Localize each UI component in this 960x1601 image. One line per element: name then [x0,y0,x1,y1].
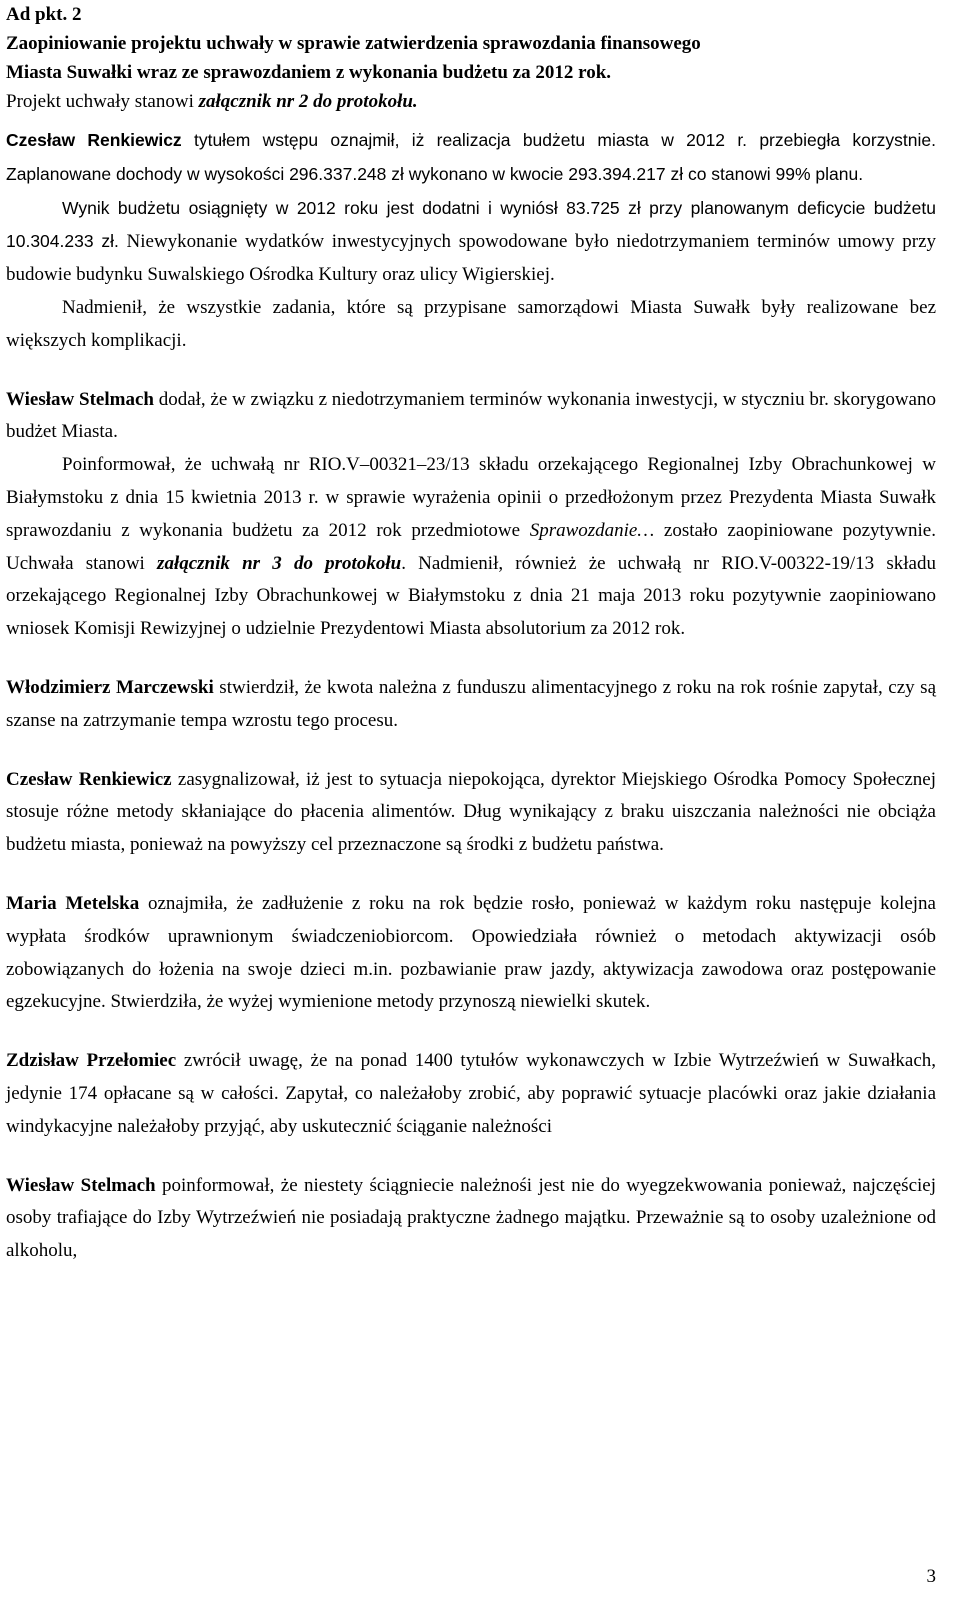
section-metelska [6,888,936,1019]
attachment-prefix: Projekt uchwały stanowi [6,91,199,112]
section-marczewski [6,672,936,738]
paragraph [6,124,936,192]
page-number: 3 [926,1566,936,1587]
paragraph [6,1170,936,1268]
speaker-name: Zdzisław Przełomiec [6,1050,177,1072]
header-block [6,0,936,116]
paragraph-text: zwrócił uwagę, że na ponad 1400 tytułów wykonawczych w Izbie Wytrzeźwień w Suwałkach, jedynie 174 opłacane są w całości. Zapytał, co należałoby zrobić, aby poprawić sytuacje placówki oraz jakie działania windykacyjne należałoby przyjąć, aby uskutecznić ściąganie należności [6,1050,936,1137]
title-line-1: Zaopiniowanie projektu uchwały w sprawie zatwierdzenia sprawozdania finansowego [6,33,701,54]
paragraph [6,384,936,450]
section-stelmach-1 [6,384,936,646]
paragraph: Nadmienił, że wszystkie zadania, które są przypisane samorządowi Miasta Suwałk były realizowane bez większych komplikacji. [6,296,936,351]
paragraph-text: oznajmiła, że zadłużenie z roku na rok będzie rosło, ponieważ w każdym roku następuje kolejna wypłata środków uprawnionym świadczeniobiorcom. Opowiedziała również o metodach aktywizacji osób zobowiązanych do łożenia na swoje dzieci m.in. pozbawianie praw jazdy, aktywizacja zawodowa oraz postępowanie egzekucyjne. Stwierdziła, że wyżej wymienione metody przynoszą niewielki skutek. [6,892,936,1013]
paragraph [6,1045,936,1143]
attachment-reference: załącznik nr 2 do protokołu. [198,91,418,112]
paragraph-text: zostało zaopiniowane pozytywnie. Uchwała stanowi [6,519,936,574]
paragraph-text: zasygnalizował, iż jest to sytuacja niepokojąca, dyrektor Miejskiego Ośrodka Pomocy Społecznej stosuje różne metody skłaniające do płacenia alimentów. Dług wynikający z braku uiszczania należności nie obciąża budżetu miasta, ponieważ na powyższy cel przeznaczone są środki z budżetu państwa. [6,768,936,856]
paragraph-text: Niewykonanie wydatków inwestycyjnych spowodowane było niedotrzymaniem terminów umowy przy budowie budynku Suwalskiego Ośrodka Kultury oraz ulicy Wigierskiej. [6,231,936,286]
document-page [6,0,936,1268]
paragraph-text: Poinformował, że uchwałą nr RIO.V–00321–23/13 składu orzekającego Regionalnej Izby Obrachunkowej w Białymstoku z dnia 15 kwietnia 2013 r. w sprawie wyrażenia opinii o przedłożonym przez Prezydenta Miasta Suwałk sprawozdaniu z wykonania budżetu za 2012 rok przedmiotowe [6,454,936,541]
speaker-name: Czesław Renkiewicz [6,130,182,150]
attachment-reference: załącznik nr 3 do protokołu [157,552,402,574]
attachment-note [6,87,936,116]
title-line-2: Miasta Suwałki wraz ze sprawozdaniem z wykonania budżetu za 2012 rok. [6,62,612,83]
paragraph-text: tytułem wstępu oznajmił, iż realizacja budżetu miasta w 2012 r. przebiegła korzystnie. Zaplanowane dochody w wysokości 296.337.248 zł wykonano w kwocie 293.394.217 zł co stanowi 99% planu. [6,130,936,184]
speaker-name: Czesław Renkiewicz [6,768,172,790]
paragraph-text: . Nadmienił, również że uchwałą nr RIO.V-00322-19/13 składu orzekającego Regionalnej Izby Obrachunkowej w Białymstoku z dnia 21 maja 2013 roku pozytywnie zaopiniowano wniosek Komisji Rewizyjnej o udzielnie Prezydentowi Miasta absolutorium za 2012 rok. [6,552,936,640]
paragraph-text: Wynik budżetu osiągnięty w 2012 roku jest dodatni i wyniósł 83.725 zł przy planowanym deficycie budżetu 10.304.233 zł. [6,197,936,252]
italic-reference: Sprawozdanie… [529,519,655,541]
paragraph [6,192,936,292]
section-renkiewicz-1 [6,124,936,358]
paragraph [6,672,936,738]
section-stelmach-2 [6,1170,936,1268]
paragraph-text: stwierdził, że kwota należna z funduszu alimentacyjnego z roku na rok rośnie zapytał, czy są szanse na zatrzymanie tempa wzrostu tego procesu. [6,676,937,731]
paragraph-text: poinformował, że niestety ściągniecie należnośi jest nie do wyegzekwowania ponieważ, najczęściej osoby trafiające do Izby Wytrzeźwień nie posiadają praktyczne żadnego majątku. Przeważnie są to osoby uzależnione od alkoholu, [6,1174,936,1262]
speaker-name: Maria Metelska [6,892,140,914]
paragraph [6,888,936,1019]
speaker-name: Wiesław Stelmach [6,1174,156,1196]
speaker-name: Wiesław Stelmach [6,388,154,410]
section-przelomiec [6,1045,936,1143]
agenda-point: Ad pkt. 2 [6,4,82,25]
paragraph [6,764,936,862]
paragraph-text: dodał, że w związku z niedotrzymaniem terminów wykonania inwestycji, w styczniu br. skorygowano budżet Miasta. [6,388,936,443]
speaker-name: Włodzimierz Marczewski [6,676,214,698]
section-renkiewicz-2 [6,764,936,862]
paragraph [6,449,936,646]
